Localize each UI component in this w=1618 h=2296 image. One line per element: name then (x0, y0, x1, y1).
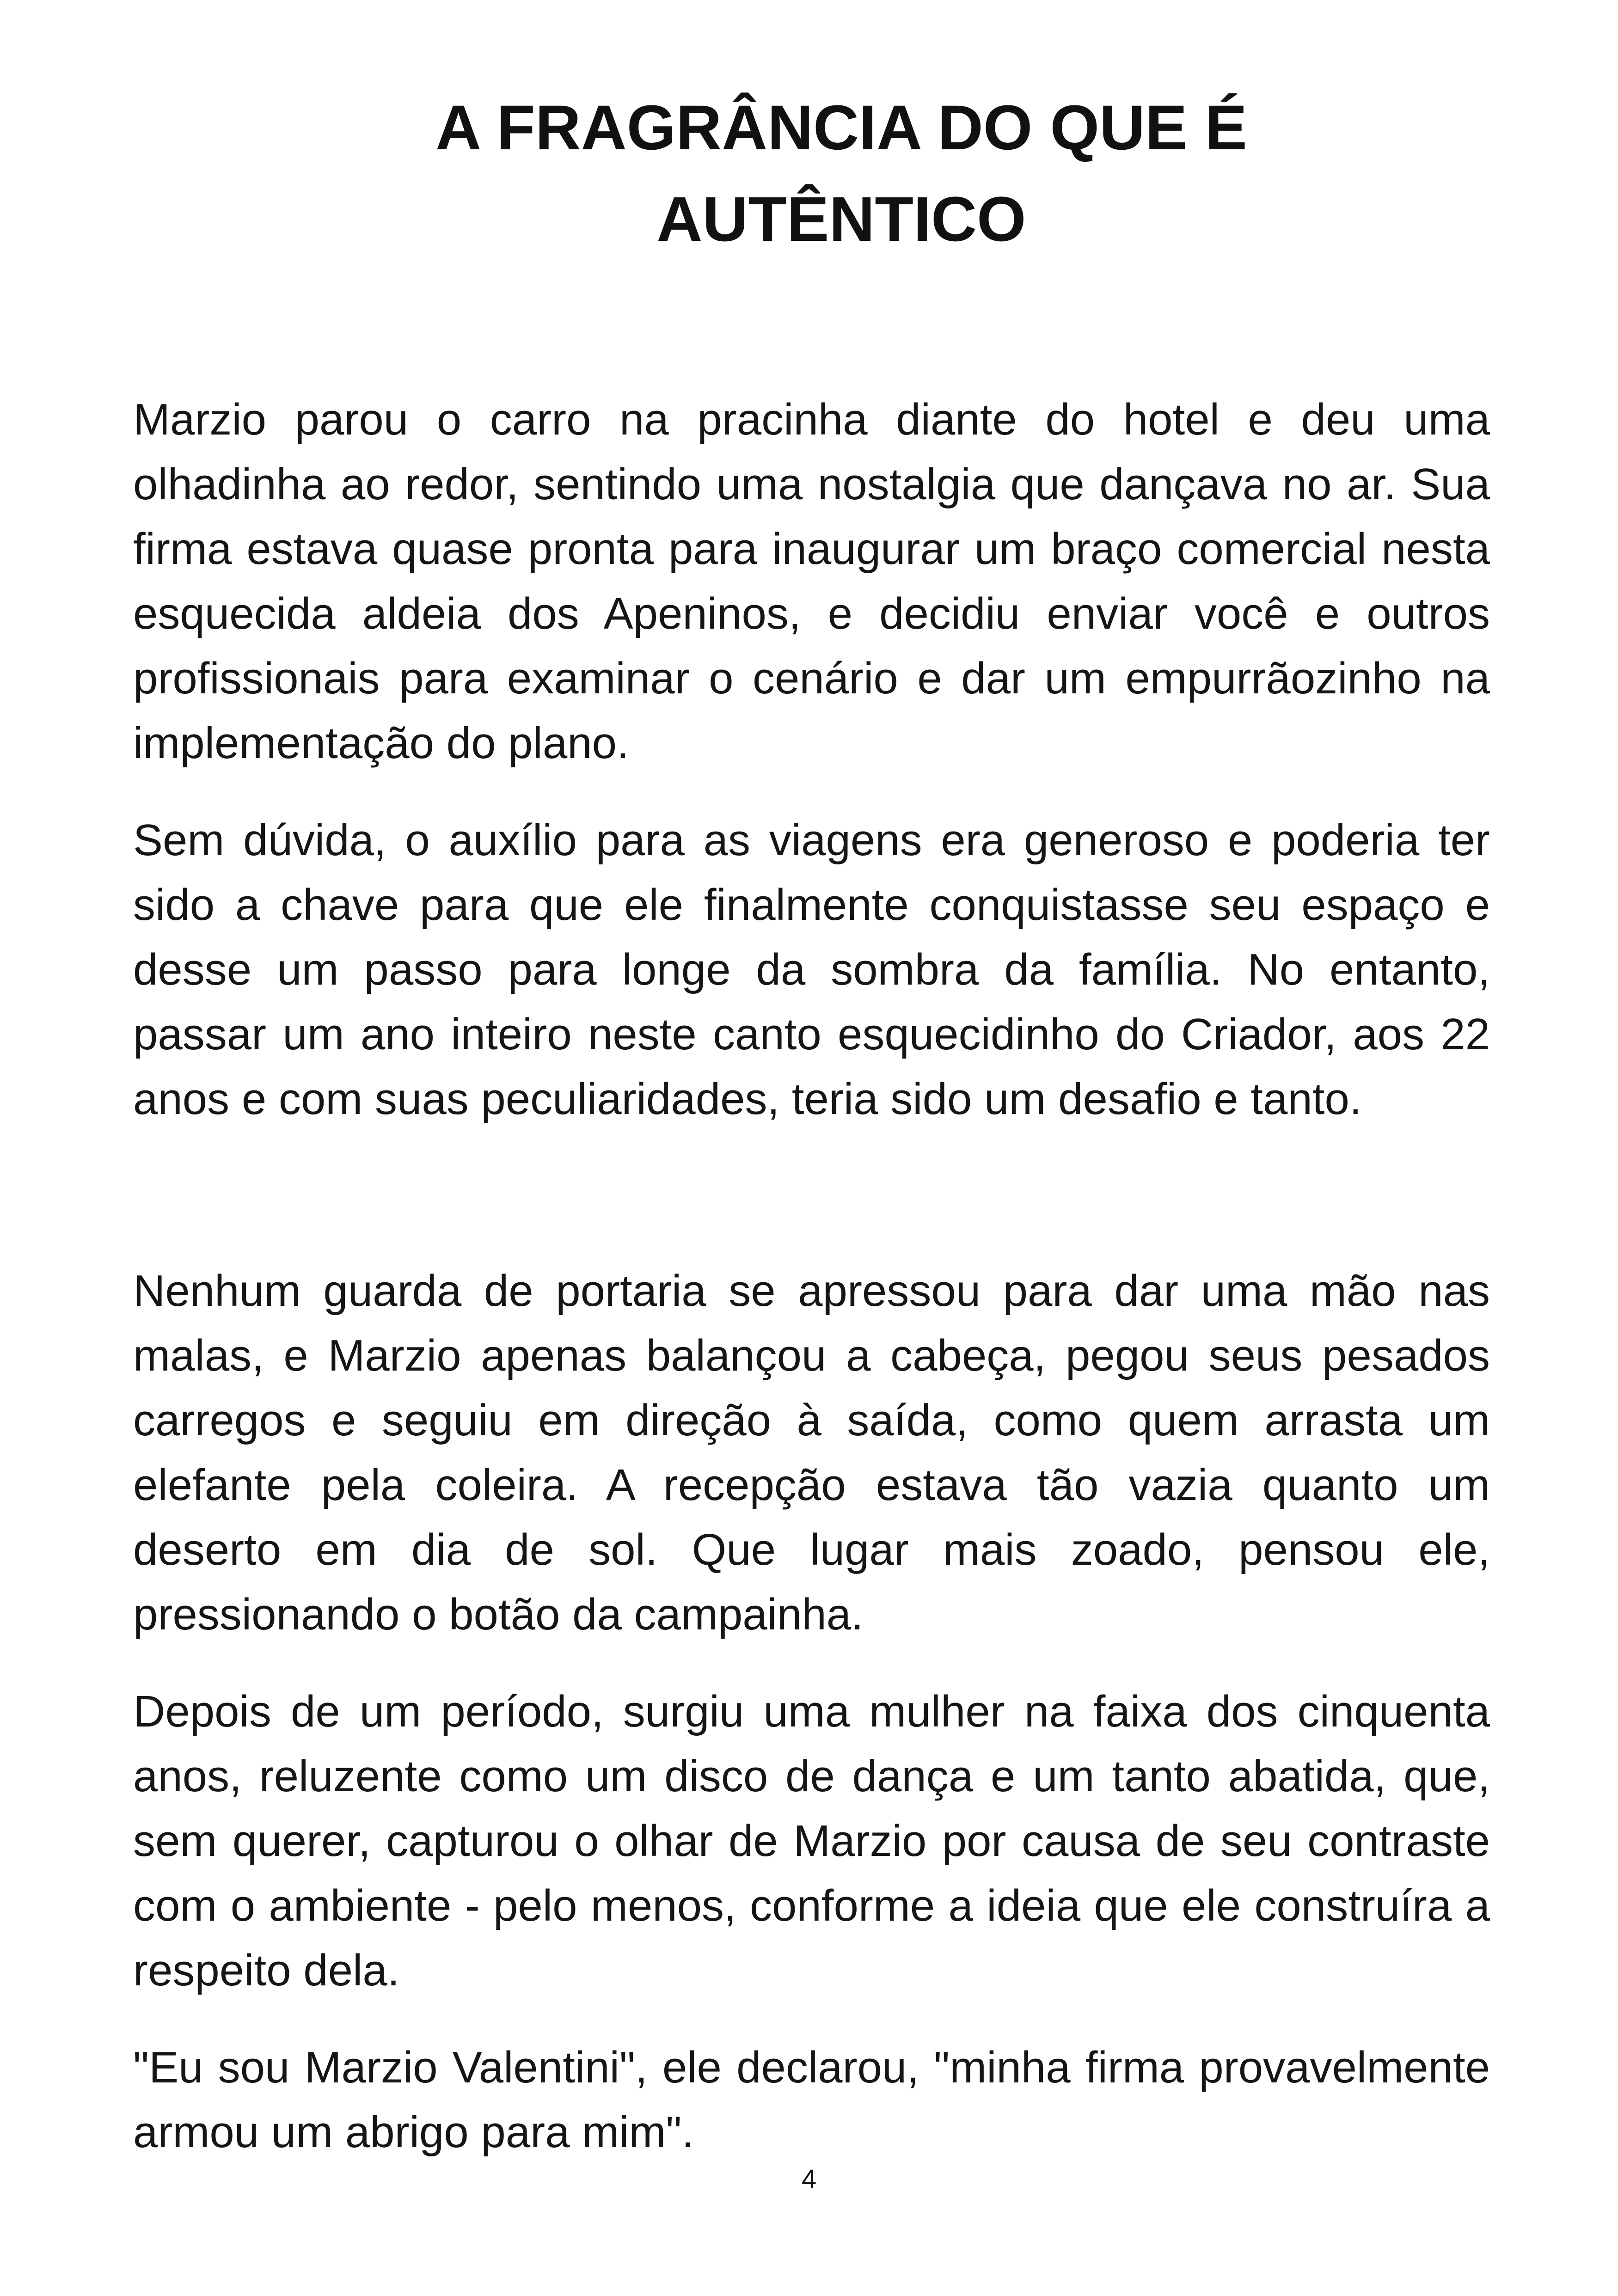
page-number: 4 (801, 2164, 817, 2194)
chapter-title: A FRAGRÂNCIA DO QUE É AUTÊNTICO (435, 92, 1247, 255)
paragraph: "Eu sou Marzio Valentini", ele declarou, "minha firma provavelmente armou um abrigo para mim". (133, 2043, 1490, 2157)
paragraph: Nenhum guarda de portaria se apressou para dar uma mão nas malas, e Marzio apenas balançou a cabeça, pegou seus pesados carregos e seguiu em direção à saída, como quem arrasta um elefante pela coleira. A recepção estava tão vazia quanto um deserto em dia de sol. Que lugar mais zoado, pensou ele, pressionando o botão da campainha. (133, 1266, 1490, 1639)
paragraph: Sem dúvida, o auxílio para as viagens era generoso e poderia ter sido a chave para que ele finalmente conquistasse seu espaço e desse um passo para longe da sombra da família. No entanto, passar um ano inteiro neste canto esquecidinho do Criador, aos 22 anos e com suas peculiaridades, teria sido um desafio e tanto. (133, 815, 1490, 1124)
body-text (133, 387, 1490, 2165)
paragraph: Depois de um período, surgiu uma mulher na faixa dos cinquenta anos, reluzente como um disco de dança e um tanto abatida, que, sem querer, capturou o olhar de Marzio por causa de seu contraste com o ambiente - pelo menos, conforme a ideia que ele construíra a respeito dela. (133, 1687, 1490, 1995)
paragraph: Marzio parou o carro na pracinha diante do hotel e deu uma olhadinha ao redor, sentindo uma nostalgia que dançava no ar. Sua firma estava quase pronta para inaugurar um braço comercial nesta esquecida aldeia dos Apeninos, e decidiu enviar você e outros profissionais para examinar o cenário e dar um empurrãozinho na implementação do plano. (133, 395, 1490, 768)
